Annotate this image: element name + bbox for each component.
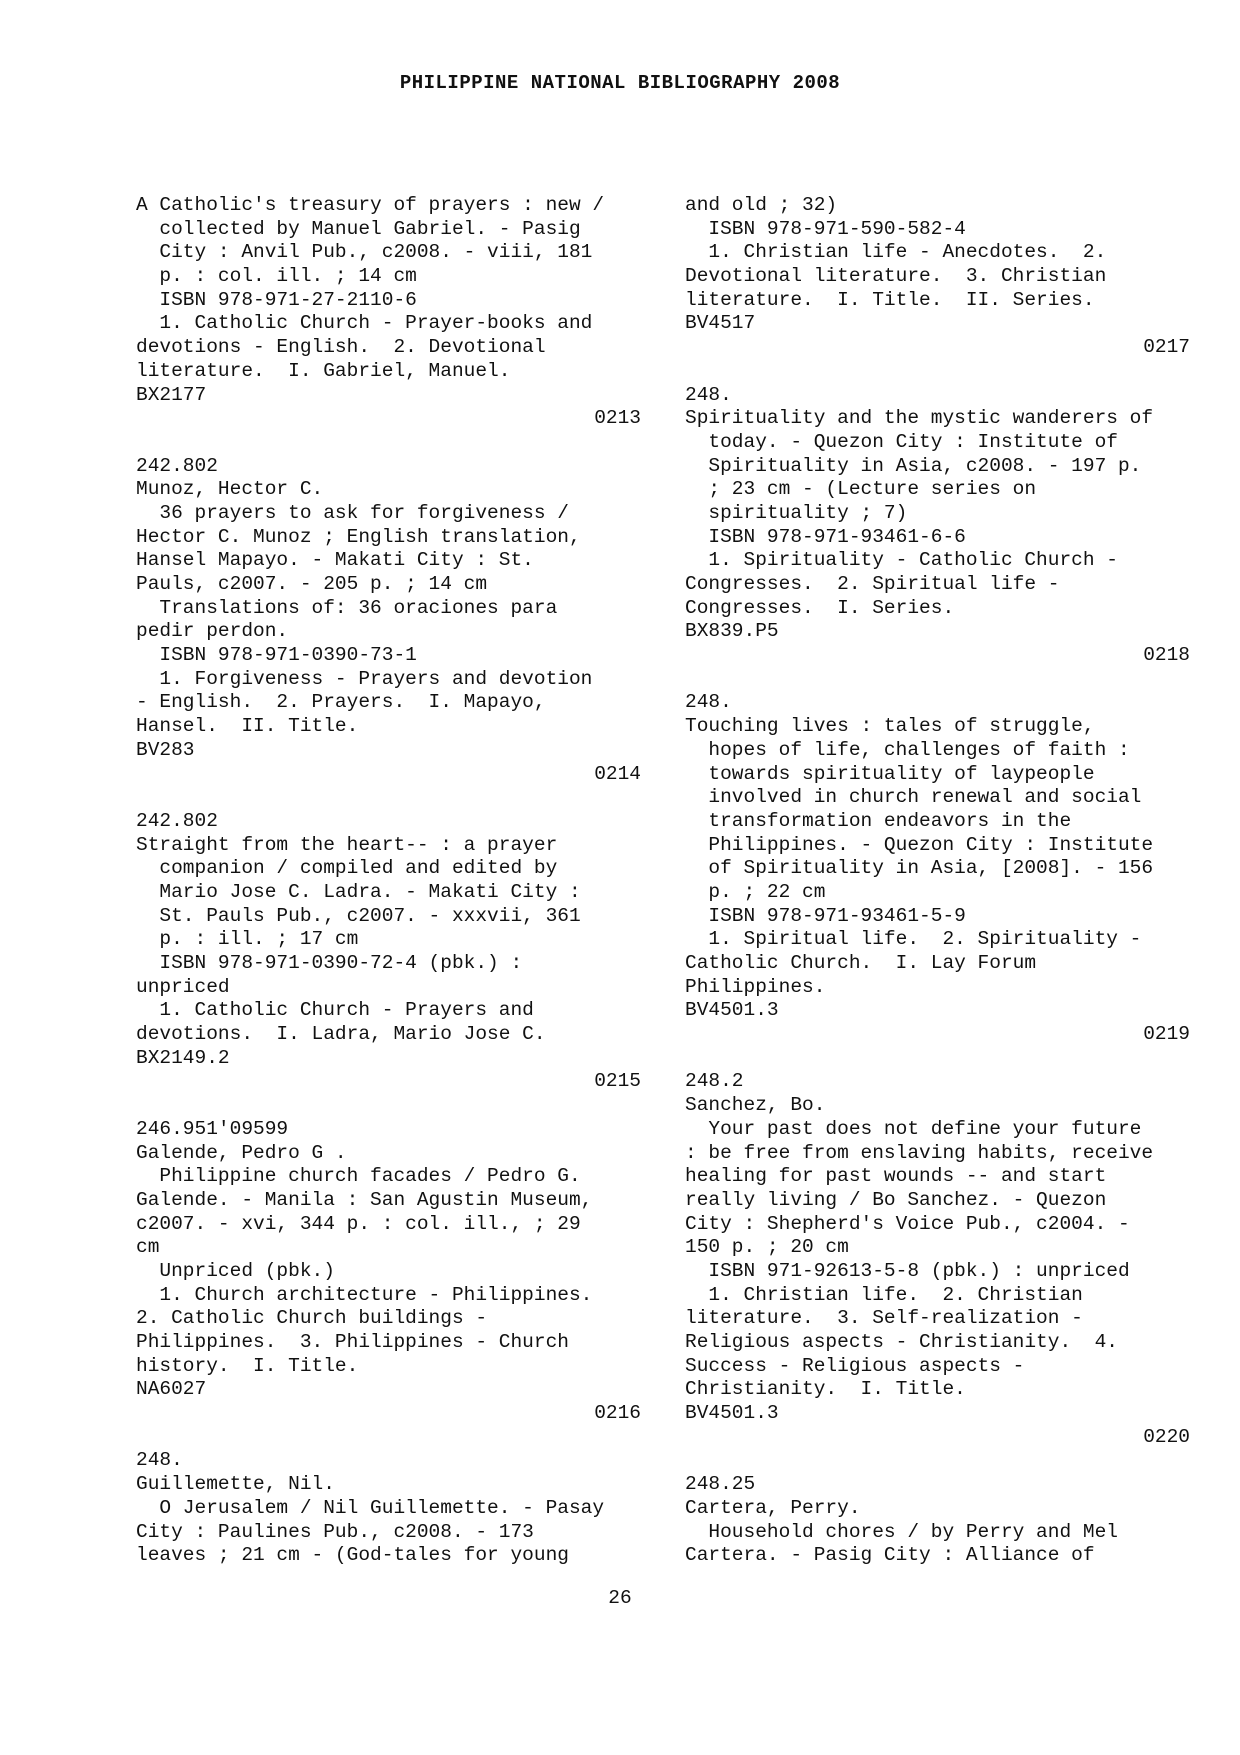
text-line: 242.802: [136, 454, 218, 477]
text-line: Hector C. Munoz ; English translation,: [136, 525, 581, 548]
text-line: Spirituality in Asia, c2008. - 197 p.: [685, 454, 1142, 477]
text-line: Philippines. - Quezon City : Institute: [685, 833, 1154, 856]
text-line: ISBN 978-971-93461-6-6: [685, 525, 966, 548]
text-line: 248.: [136, 1449, 183, 1472]
text-line: cm: [136, 1236, 160, 1259]
text-line: ISBN 978-971-0390-72-4 (pbk.) :: [136, 952, 523, 974]
text-line: literature. 3. Self-realization -: [685, 1307, 1083, 1330]
text-line: 242.802: [136, 809, 218, 832]
text-line: BV283: [136, 738, 195, 761]
text-line: 1. Christian life. 2. Christian: [685, 1283, 1083, 1306]
blank-line: [685, 668, 1190, 692]
entry-number: 0216: [594, 1402, 641, 1425]
text-line: 1. Church architecture - Philippines.: [136, 1283, 593, 1306]
blank-line: [136, 1426, 641, 1450]
text-line: Philippine church facades / Pedro G.: [136, 1165, 581, 1188]
text-line: towards spirituality of laypeople: [685, 762, 1095, 785]
entry-number: 0220: [1143, 1425, 1190, 1448]
text-line: p. : col. ill. ; 14 cm: [136, 265, 417, 288]
blank-line: [136, 1094, 641, 1118]
text-line: Munoz, Hector C.: [136, 478, 324, 501]
text-line: collected by Manuel Gabriel. - Pasig: [136, 217, 581, 240]
entry-number: 0215: [594, 1070, 641, 1093]
text-line: companion / compiled and edited by: [136, 857, 558, 880]
right-column: [685, 194, 1190, 1568]
text-line: NA6027: [136, 1378, 207, 1401]
text-line: BV4501.3: [685, 999, 779, 1022]
text-line: pedir perdon.: [136, 620, 289, 643]
text-line: Galende. - Manila : San Agustin Museum,: [136, 1188, 593, 1211]
text-line: - English. 2. Prayers. I. Mapayo,: [136, 691, 546, 714]
text-line: Philippines. 3. Philippines - Church: [136, 1331, 569, 1353]
text-line: 246.951'09599: [136, 1117, 289, 1140]
text-line: BV4517: [685, 312, 756, 335]
text-line: ISBN 978-971-590-582-4: [685, 217, 966, 240]
text-line: 1. Spiritual life. 2. Spirituality -: [685, 928, 1142, 951]
text-line: 1. Spirituality - Catholic Church -: [685, 549, 1118, 572]
text-line: Success - Religious aspects -: [685, 1354, 1025, 1377]
entry-number: 0219: [1143, 1023, 1190, 1046]
blank-line: [685, 1449, 1190, 1473]
text-line: p. ; 22 cm: [685, 880, 826, 903]
text-line: O Jerusalem / Nil Guillemette. - Pasay: [136, 1496, 605, 1519]
text-line: Your past does not define your future: [685, 1117, 1142, 1140]
text-line: BX839.P5: [685, 620, 779, 643]
text-line: leaves ; 21 cm - (God-tales for young: [136, 1544, 569, 1567]
text-line: literature. I. Gabriel, Manuel.: [136, 359, 511, 382]
text-line: Household chores / by Perry and Mel: [685, 1520, 1118, 1543]
text-line: ISBN 978-971-27-2110-6: [136, 288, 417, 311]
text-line: Spirituality and the mystic wanderers of: [685, 407, 1154, 430]
text-line: 248.: [685, 691, 732, 714]
text-line: literature. I. Title. II. Series.: [685, 288, 1095, 311]
entry-number: 0217: [1143, 336, 1190, 359]
text-line: healing for past wounds -- and start: [685, 1165, 1107, 1188]
text-line: 1. Christian life - Anecdotes. 2.: [685, 241, 1107, 264]
blank-line: [136, 786, 641, 810]
text-line: history. I. Title.: [136, 1354, 359, 1377]
text-line: A Catholic's treasury of prayers : new /: [136, 194, 605, 216]
text-line: 150 p. ; 20 cm: [685, 1236, 849, 1259]
text-line: c2007. - xvi, 344 p. : col. ill., ; 29: [136, 1212, 581, 1235]
text-line: devotions. I. Ladra, Mario Jose C.: [136, 1023, 546, 1046]
text-line: Hansel. II. Title.: [136, 715, 359, 738]
text-line: BX2149.2: [136, 1046, 230, 1069]
text-line: 1. Forgiveness - Prayers and devotion: [136, 667, 593, 690]
entry-number: 0213: [594, 407, 641, 430]
text-line: and old ; 32): [685, 194, 838, 216]
entry-number: 0218: [1143, 644, 1190, 667]
left-column: [136, 194, 641, 1568]
text-line: Mario Jose C. Ladra. - Makati City :: [136, 880, 581, 903]
text-line: Cartera. - Pasig City : Alliance of: [685, 1544, 1095, 1567]
text-line: 248.2: [685, 1070, 744, 1093]
text-line: 1. Catholic Church - Prayers and: [136, 999, 534, 1022]
blank-line: [685, 360, 1190, 384]
text-line: devotions - English. 2. Devotional: [136, 336, 546, 359]
text-line: BX2177: [136, 383, 207, 406]
text-line: Unpriced (pbk.): [136, 1259, 335, 1282]
text-line: 2. Catholic Church buildings -: [136, 1307, 488, 1330]
text-line: today. - Quezon City : Institute of: [685, 430, 1118, 453]
blank-line: [685, 1047, 1190, 1071]
text-line: 1. Catholic Church - Prayer-books and: [136, 312, 593, 335]
text-line: ISBN 978-971-93461-5-9: [685, 904, 966, 927]
text-line: unpriced: [136, 975, 230, 998]
text-line: Touching lives : tales of struggle,: [685, 715, 1095, 738]
text-line: spirituality ; 7): [685, 501, 908, 524]
text-line: p. : ill. ; 17 cm: [136, 928, 359, 951]
text-line: Sanchez, Bo.: [685, 1094, 826, 1117]
text-line: involved in church renewal and social: [685, 786, 1142, 809]
text-line: St. Pauls Pub., c2007. - xxxvii, 361: [136, 904, 581, 927]
text-line: City : Shepherd's Voice Pub., c2004. -: [685, 1212, 1130, 1235]
text-line: Guillemette, Nil.: [136, 1473, 335, 1496]
text-line: Devotional literature. 3. Christian: [685, 265, 1107, 288]
text-line: City : Paulines Pub., c2008. - 173: [136, 1520, 534, 1543]
blank-line: [136, 431, 641, 455]
text-line: : be free from enslaving habits, receive: [685, 1141, 1154, 1164]
text-line: 248.: [685, 383, 732, 406]
text-line: ISBN 978-971-0390-73-1: [136, 644, 417, 667]
page-title: PHILIPPINE NATIONAL BIBLIOGRAPHY 2008: [399, 72, 841, 94]
text-line: ISBN 971-92613-5-8 (pbk.) : unpriced: [685, 1259, 1130, 1282]
text-line: 248.25: [685, 1473, 756, 1496]
text-line: of Spirituality in Asia, [2008]. - 156: [685, 857, 1154, 880]
text-line: really living / Bo Sanchez. - Quezon: [685, 1188, 1107, 1211]
text-line: BV4501.3: [685, 1402, 779, 1425]
text-line: Congresses. 2. Spiritual life -: [685, 573, 1060, 595]
text-line: transformation endeavors in the: [685, 809, 1072, 832]
text-line: Congresses. I. Series.: [685, 596, 955, 619]
text-line: Galende, Pedro G .: [136, 1141, 347, 1164]
text-line: Pauls, c2007. - 205 p. ; 14 cm: [136, 573, 488, 595]
entry-number: 0214: [594, 762, 641, 785]
text-line: Catholic Church. I. Lay Forum: [685, 952, 1037, 974]
text-line: City : Anvil Pub., c2008. - viii, 181: [136, 241, 593, 264]
text-line: Philippines.: [685, 975, 826, 998]
text-line: Translations of: 36 oraciones para: [136, 596, 558, 619]
text-line: Religious aspects - Christianity. 4.: [685, 1331, 1118, 1353]
text-line: ; 23 cm - (Lecture series on: [685, 478, 1037, 501]
text-line: hopes of life, challenges of faith :: [685, 738, 1130, 761]
text-line: 36 prayers to ask for forgiveness /: [136, 501, 569, 524]
text-line: Christianity. I. Title.: [685, 1378, 966, 1401]
text-line: Hansel Mapayo. - Makati City : St.: [136, 549, 534, 572]
page-number: 26: [608, 1587, 632, 1609]
text-line: Straight from the heart-- : a prayer: [136, 833, 558, 856]
text-line: Cartera, Perry.: [685, 1496, 861, 1519]
